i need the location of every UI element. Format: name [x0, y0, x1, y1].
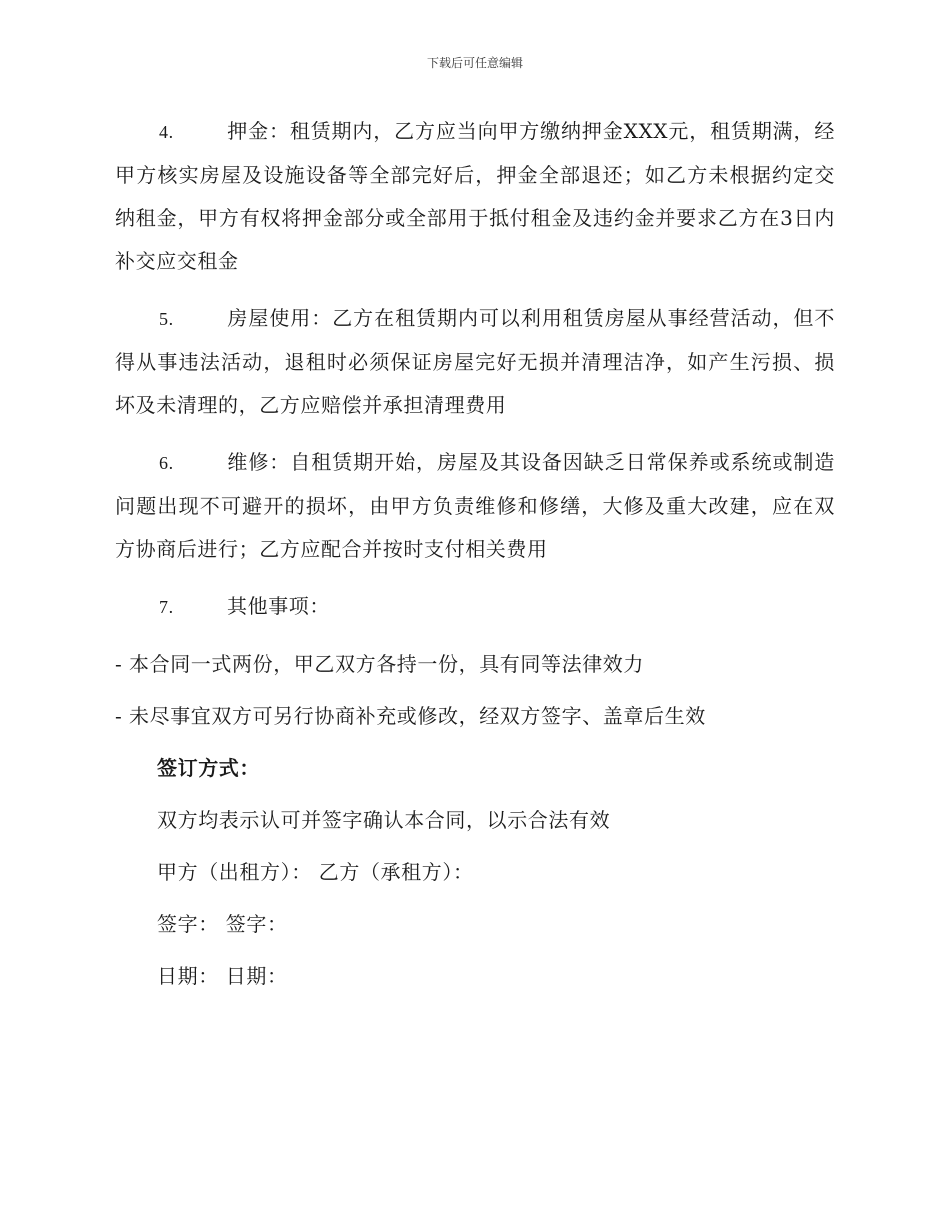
signing-signature: 签字： 签字：	[157, 912, 288, 936]
clause-number: 7.	[159, 597, 174, 617]
bullet-marker: -	[115, 704, 123, 728]
bullet-item	[115, 643, 835, 686]
signing-parties: 甲方（出租方）： 乙方（承租方）：	[157, 860, 474, 884]
clause-number: 6.	[159, 453, 174, 473]
clause-deposit	[115, 110, 835, 283]
clause-text: 其他事项：	[227, 594, 330, 618]
signing-statement: 双方均表示认可并签字确认本合同，以示合法有效	[157, 808, 611, 832]
clause-house-use	[115, 297, 835, 427]
bullet-text: 未尽事宜双方可另行协商补充或修改，经双方签字、盖章后生效	[129, 704, 706, 728]
contract-body	[115, 110, 835, 1007]
clause-maintenance	[115, 441, 835, 571]
bullet-item	[115, 695, 835, 738]
page-header: 下载后可任意编辑	[426, 56, 523, 70]
clause-number: 4.	[159, 122, 174, 142]
signing-date: 日期： 日期：	[157, 964, 288, 988]
signing-heading: 签订方式：	[157, 756, 260, 780]
clause-number: 5.	[159, 309, 174, 329]
clause-other-matters	[115, 585, 835, 629]
bullet-text: 本合同一式两份，甲乙双方各持一份，具有同等法律效力	[129, 652, 644, 676]
clause-text: 维修：自租赁期开始，房屋及其设备因缺乏日常保养或系统或制造问题出现不可避开的损坏，由甲方负责维修和修缮，大修及重大改建，应在双方协商后进行；乙方应配合并按时支付相关费用	[115, 450, 835, 561]
bullet-marker: -	[115, 652, 123, 676]
clause-text: 房屋使用：乙方在租赁期内可以利用租赁房屋从事经营活动，但不得从事违法活动，退租时必须保证房屋完好无损并清理洁净，如产生污损、损坏及未清理的，乙方应赔偿并承担清理费用	[115, 306, 835, 417]
clause-text: 押金：租赁期内，乙方应当向甲方缴纳押金XXX元，租赁期满，经甲方核实房屋及设施设备等全部完好后，押金全部退还；如乙方未根据约定交纳租金，甲方有权将押金部分或全部用于抵付租金及违约金并要求乙方在3日内补交应交租金	[115, 119, 835, 273]
